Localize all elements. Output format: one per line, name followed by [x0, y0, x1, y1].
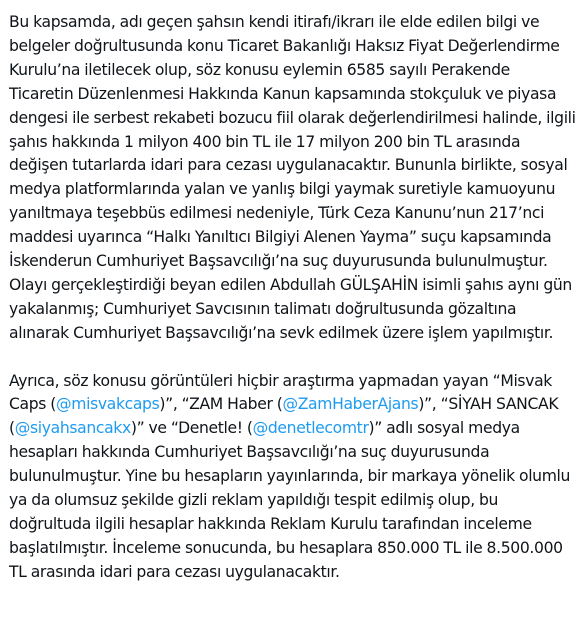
paragraph-2-text: Ayrıca, söz konusu görüntüleri hiçbir araştırma yapmadan yayan “Misvak Caps (: [9, 371, 552, 414]
paragraph-2-text: )”, “SİYAH SANCAK (: [9, 395, 559, 438]
paragraph-2-text: )”, “ZAM Haber (: [159, 395, 283, 414]
paragraph-2-text: )” ve “Denetle! (: [130, 419, 253, 438]
paragraph-1: Bu kapsamda, adı geçen şahsın kendi itirafı/ikrarı ile elde edilen bilgi ve belgeler doğrultusunda konu Ticaret Bakanlığı Haksız Fiyat Değerlendirme Kurulu’na iletilecek olup, söz konusu eylemin 6585 sayılı Perakende Ticaretin Düzenlenmesi Hakkında Kanun kapsamında stokçuluk ve piyasa dengesi ile serbest rekabeti bozucu fiil olarak değerlendirilmesi halinde, ilgili şahıs hakkında 1 milyon 400 bin TL ile 17 milyon 200 bin TL arasında değişen tutarlarda idari para cezası uygulanacaktır. Bununla birlikte, sosyal medya platformlarında yalan ve yanlış bilgi yaymak suretiyle kamuoyunu yanıltmaya teşebbüs edilmesi nedeniyle, Türk Ceza Kanunu’nun 217’nci maddesi uyarınca “Halkı Yanıltıcı Bilgiyi Alenen Yayma” suçu kapsamında İskenderun Cumhuriyet Başsavcılığı’na suç duyurusunda bulunulmuştur. Olayı gerçekleştirdiği beyan edilen Abdullah GÜLŞAHİN isimli şahıs aynı gün yakalanmış; Cumhuriyet Savcısının talimatı doğrultusunda gözaltına alınarak Cumhuriyet Başsavcılığı’na sevk edilmek üzere işlem yapılmıştır.: [9, 13, 576, 342]
mention-link-zamhaberajans[interactable]: @ZamHaberAjans: [282, 395, 419, 414]
paragraph-2: [9, 370, 577, 585]
paragraph-2-text: )” adlı sosyal medya hesapları hakkında Cumhuriyet Başsavcılığı’na suç duyurusunda bulunulmuştur. Yine bu hesapların yayınlarında, bir markaya yönelik olumlu ya da olumsuz şekilde gizli reklam yapıldığı tespit edilmiş olup, bu doğrultuda ilgili hesaplar hakkında Reklam Kurulu tarafından inceleme başlatılmıştır. İnceleme sonucunda, bu hesaplara 850.000 TL ile 8.500.000 TL arasında idari para cezası uygulanacaktır.: [9, 419, 571, 581]
mention-link-siyahsancakx[interactable]: @siyahsancakx: [14, 419, 131, 438]
mention-link-misvakcaps[interactable]: @misvakcaps: [56, 395, 160, 414]
mention-link-denetlecomtr[interactable]: @denetlecomtr: [252, 419, 369, 438]
